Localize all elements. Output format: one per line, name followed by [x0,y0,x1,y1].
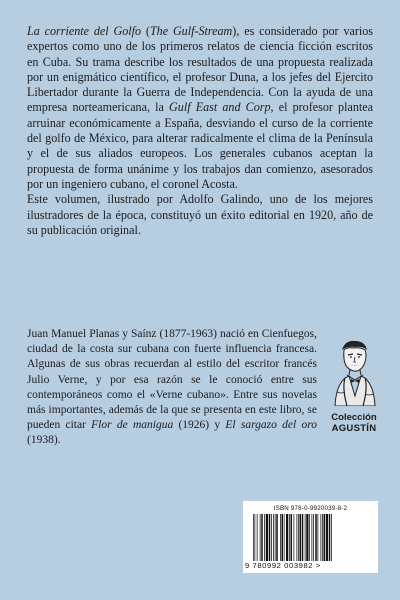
collection-name: AGUSTÍN [331,423,377,434]
collection-label: Colección [331,412,377,423]
barcode-bars [253,514,371,561]
company-name: Gulf East and Corp [169,100,271,115]
isbn-label: ISBN 978-0-9920039-8-2 [273,505,348,512]
back-cover-synopsis [27,24,373,238]
synopsis-paragraph-1: La corriente del Golfo (The Gulf-Stream), es considerado por varios expertos como uno de los primeros relatos de ciencia ficción escritos en Cuba. Su trama describe los resultados de una propuesta realizada por un enigmático científico, el profesor Duna, a los jefes del Ejercito Libertador durante la Guerra de Independencia. Con la ayuda de una empresa norteamericana, la Gulf East and Corp, el profesor plantea arruinar económicamente a España, desviando el curso de la corriente del golfo de México, para alterar radicalmente el clima de la Península y el de sus aliados europeos. Los generales cubanos aceptan la propuesta de forma unánime y los trabajos dan comienzo, asesorados por un ingeniero cubano, el coronel Acosta. [27,24,373,191]
book-title: La corriente del Golfo [27,24,142,38]
ean-digits: 9 780992 003982 > [245,561,321,570]
novel-title-2: El sargazo del oro [225,419,317,432]
novel-title-1: Flor de manigua [91,419,174,432]
isbn-barcode [243,501,378,573]
synopsis-paragraph-2: Este volumen, ilustrado por Adolfo Galindo, uno de los mejores ilustradores de la época, constituyó un éxito editorial en 1920, año de su publicación original. [27,192,373,237]
author-portrait-illustration [327,336,381,406]
collection-logo [327,336,381,434]
author-bio: Juan Manuel Planas y Saínz (1877-1963) nació en Cienfuegos, ciudad de la costa sur cubana con fuerte influencia francesa. Algunas de sus obras recuerdan al estilo del escritor francés Julio Verne, y por esa razón se le conoció entre sus contemporáneos como el «Verne cubano». Entre sus novelas más importantes, además de la que se presenta en este libro, se pueden citar Flor de manigua (1926) y El sargazo del oro (1938). [27,328,317,447]
book-alt-title: The Gulf-Stream [149,24,233,38]
